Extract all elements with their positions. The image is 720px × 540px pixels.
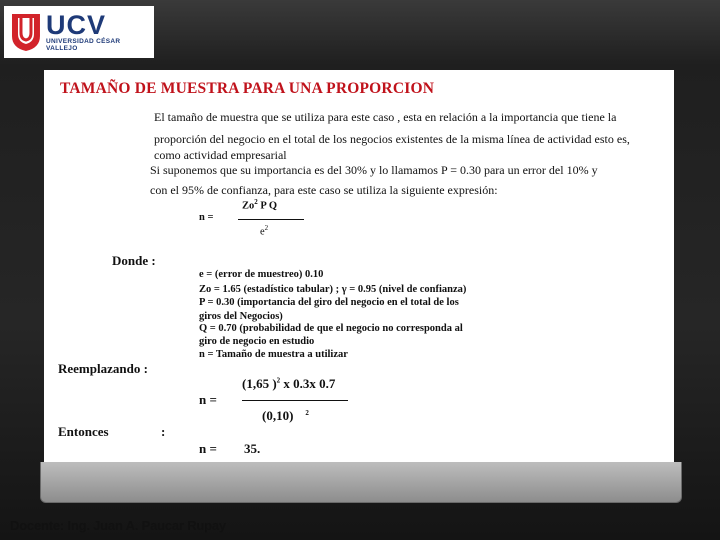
definition-e: e = (error de muestreo) 0.10 bbox=[199, 269, 324, 280]
substitution-numerator: (1,65 )$^2$ x 0.3x 0.7 bbox=[242, 376, 336, 391]
logo-subtitle: UNIVERSIDAD CÉSAR VALLEJO bbox=[45, 38, 121, 52]
formula-denominator: $e^2$ bbox=[260, 224, 269, 238]
substitution-denominator: (0,10) $^2$ bbox=[262, 408, 309, 423]
slide-frame bbox=[40, 462, 682, 503]
formula-numerator: Zo$^2$ P Q bbox=[242, 198, 278, 212]
footer-instructor: Docente: Ing. Juan A. Paucar Rupay bbox=[10, 518, 226, 533]
intro-line-5: con el 95% de confianza, para este caso se utiliza la siguiente expresión: bbox=[150, 183, 498, 197]
university-logo bbox=[4, 6, 154, 58]
definition-zo: Zo = 1.65 (estadístico tabular) ; γ = 0.95 (nivel de confianza) bbox=[199, 284, 467, 295]
slide-title: TAMAÑO DE MUESTRA PARA UNA PROPORCION bbox=[60, 80, 435, 97]
intro-line-1: El tamaño de muestra que se utiliza para este caso , esta en relación a la importancia que tiene la bbox=[154, 110, 617, 124]
definition-q: Q = 0.70 (probabilidad de que el negocio no corresponda al bbox=[199, 323, 463, 334]
reemplazando-label: Reemplazando : bbox=[58, 361, 148, 376]
entonces-colon: : bbox=[161, 424, 166, 439]
intro-line-4: Si suponemos que su importancia es del 30% y lo llamamos P = 0.30 para un error del 10% y bbox=[150, 163, 598, 177]
intro-line-3: como actividad empresarial bbox=[154, 148, 287, 162]
ucv-shield-icon bbox=[10, 12, 42, 52]
formula-lhs: n = bbox=[199, 212, 214, 223]
entonces-label: Entonces bbox=[58, 424, 109, 439]
substitution-fraction-bar bbox=[242, 400, 348, 401]
substitution-lhs: n = bbox=[199, 392, 217, 407]
logo-title: UCV bbox=[45, 10, 106, 40]
definition-n: n = Tamaño de muestra a utilizar bbox=[199, 349, 348, 360]
donde-label: Donde : bbox=[112, 253, 156, 268]
definition-p-cont: giros del Negocios) bbox=[199, 311, 283, 322]
formula-fraction-bar bbox=[238, 219, 304, 220]
result-value: 35. bbox=[244, 441, 261, 456]
intro-line-2: proporción del negocio en el total de los negocios existentes de la misma línea de actividad esto es, bbox=[154, 132, 630, 146]
slide-content bbox=[44, 70, 674, 462]
definition-q-cont: giro de negocio en estudio bbox=[199, 336, 315, 347]
definition-p: P = 0.30 (importancia del giro del negocio en el total de los bbox=[199, 297, 459, 308]
result-lhs: n = bbox=[199, 441, 217, 456]
